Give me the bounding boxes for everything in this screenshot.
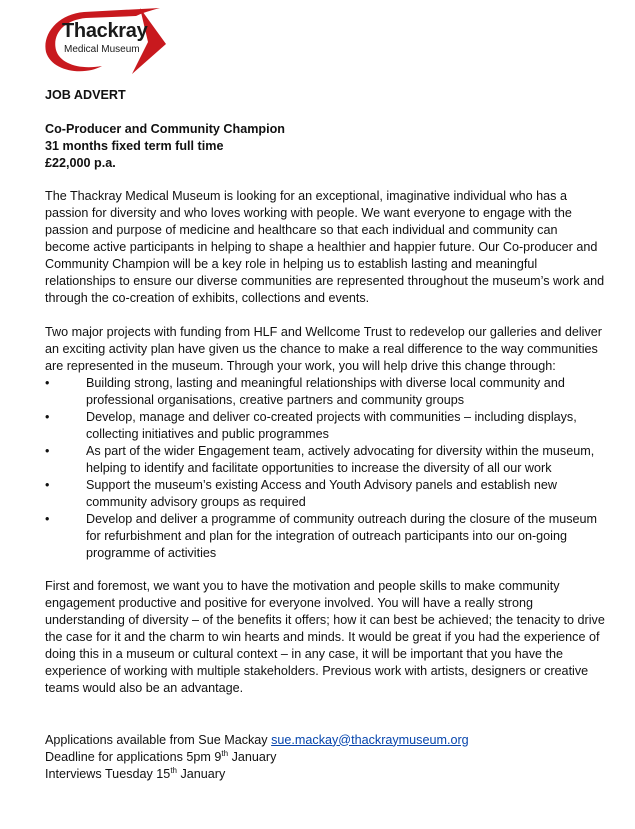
museum-logo xyxy=(40,4,172,78)
projects-paragraph: Two major projects with funding from HLF and Wellcome Trust to redevelop our galleries and deliver an exciting activity plan have given us the chance to make a real difference to the way communities are represented in the museum. Through your work, you will help drive this change through: xyxy=(45,324,602,373)
intro-paragraph: The Thackray Medical Museum is looking for an exceptional, imaginative individual who has a passion for diversity and who loves working with people. We want everyone to engage with the passion and purpose of medicine and healthcare so that each individual and community can become active participants in helping to shape a healthier and happier future. Our Co-producer and Community Champion will be a key role in helping us to establish lasting and meaningful relationships to ensure our diverse communities are represented throughout the museum’s work and through the co-creation of exhibits, collections and events. xyxy=(45,189,605,305)
page-title: JOB ADVERT xyxy=(45,88,126,102)
salary: £22,000 p.a. xyxy=(45,155,116,170)
bullet-icon: • xyxy=(45,375,50,390)
bullet-icon: • xyxy=(45,511,50,526)
list-item: • Develop and deliver a programme of community outreach during the closure of the museum for refurbishment and plan for the integration of outreach participants into our on-going programme of activities xyxy=(45,511,598,560)
list-item: • Develop, manage and deliver co-created projects with communities – including displays, collecting initiatives and public programmes xyxy=(45,409,577,441)
bullet-icon: • xyxy=(45,409,50,424)
job-advert-document xyxy=(45,87,605,783)
interviews-line: Interviews Tuesday 15th January xyxy=(45,765,226,781)
role-title: Co-Producer and Community Champion xyxy=(45,121,285,136)
logo-name: Thackray xyxy=(62,20,148,42)
bullet-icon: • xyxy=(45,443,50,458)
requirements-paragraph: First and foremost, we want you to have the motivation and people skills to make community engagement productive and positive for everyone involved. You will have a really strong understanding of diversity – of the benefits it offers; how it can best be achieved; the tenacity to drive the case for it and the charm to win hearts and minds. It would be great if you had the experience of doing this in a museum or cultural context – in any case, it will be important that you have the experience of working with multiple stakeholders. Previous work with artists, designers or creative teams would also be an advantage. xyxy=(45,579,605,695)
logo-subtitle: Medical Museum xyxy=(64,44,140,55)
applications-line: Applications available from Sue Mackay sue.mackay@thackraymuseum.org xyxy=(45,732,469,747)
list-item: • Building strong, lasting and meaningful relationships with diverse local community and professional organisations, creative partners and community groups xyxy=(45,375,565,407)
bullet-icon: • xyxy=(45,477,50,492)
responsibilities-list xyxy=(45,375,605,562)
deadline-line: Deadline for applications 5pm 9th January xyxy=(45,748,277,764)
email-link[interactable]: sue.mackay@thackraymuseum.org xyxy=(271,732,469,747)
list-item: • As part of the wider Engagement team, actively advocating for diversity within the museum, helping to identify and facilitate opportunities to increase the diversity of all our work xyxy=(45,443,595,475)
list-item: • Support the museum’s existing Access and Youth Advisory panels and establish new community advisory groups as required xyxy=(45,477,557,509)
contract-term: 31 months fixed term full time xyxy=(45,138,224,153)
